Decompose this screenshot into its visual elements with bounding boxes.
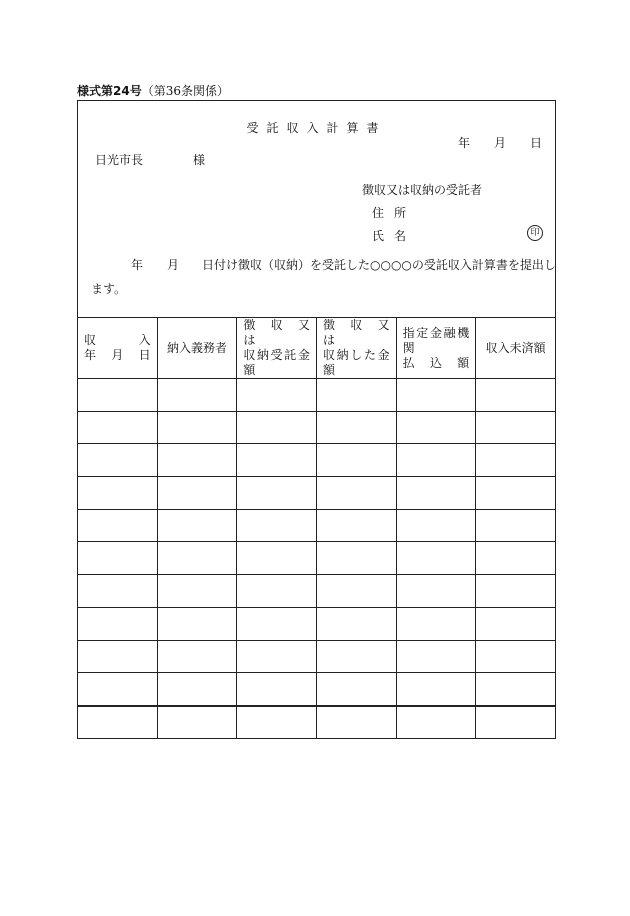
table-cell[interactable] <box>157 640 237 673</box>
table-cell[interactable] <box>157 477 237 510</box>
table-cell[interactable] <box>237 477 317 510</box>
receipt-table <box>77 317 556 739</box>
header-consigned-line2: 収納受託金額 <box>243 348 310 377</box>
table-cell[interactable] <box>237 575 317 608</box>
table-cell[interactable] <box>396 705 476 738</box>
header-uncollected-label: 収入未済額 <box>485 340 546 355</box>
table-cell[interactable] <box>78 705 158 738</box>
table-cell[interactable] <box>476 607 556 640</box>
name-char-2: 名 <box>394 229 407 243</box>
table-cell[interactable] <box>476 640 556 673</box>
table-row <box>78 640 556 673</box>
table-cell[interactable] <box>78 411 158 444</box>
table-row <box>78 477 556 510</box>
header-bank-payment <box>396 318 476 379</box>
table-cell[interactable] <box>78 379 158 412</box>
table-cell[interactable] <box>316 542 396 575</box>
table-cell[interactable] <box>476 705 556 738</box>
table-row <box>78 575 556 608</box>
table-cell[interactable] <box>316 411 396 444</box>
name-char-1: 氏 <box>372 229 385 243</box>
table-row <box>78 607 556 640</box>
table-cell[interactable] <box>396 379 476 412</box>
table-cell[interactable] <box>157 673 237 706</box>
table-cell[interactable] <box>237 411 317 444</box>
header-receipt-date-line1: 収 入 <box>84 333 151 347</box>
header-receipt-date <box>78 318 158 379</box>
header-collected-line2: 収納した金額 <box>322 348 390 377</box>
table-cell[interactable] <box>316 705 396 738</box>
table-cell[interactable] <box>396 673 476 706</box>
table-cell[interactable] <box>316 509 396 542</box>
header-payer <box>157 318 237 379</box>
table-row <box>78 379 556 412</box>
addressee <box>95 151 206 168</box>
table-cell[interactable] <box>396 542 476 575</box>
table-row <box>78 444 556 477</box>
table-cell[interactable] <box>476 477 556 510</box>
header-receipt-date-line2: 年 月 日 <box>84 348 151 362</box>
table-cell[interactable] <box>157 542 237 575</box>
document-title: 受託収入計算書 <box>246 121 387 135</box>
agent-address-label <box>372 204 407 221</box>
statement-month: 月 <box>167 258 180 272</box>
form-number: 様式第24号 <box>77 84 142 98</box>
table-cell[interactable] <box>237 640 317 673</box>
table-cell[interactable] <box>316 379 396 412</box>
address-char-1: 住 <box>372 206 385 220</box>
table-cell[interactable] <box>78 542 158 575</box>
form-number-label <box>77 82 229 99</box>
form-frame <box>77 100 556 707</box>
table-cell[interactable] <box>157 509 237 542</box>
header-payer-label: 納入義務者 <box>166 340 227 355</box>
table-cell[interactable] <box>476 575 556 608</box>
form-relation: （第36条関係） <box>141 84 229 98</box>
table-cell[interactable] <box>396 444 476 477</box>
table-cell[interactable] <box>237 673 317 706</box>
date-year-label: 年 <box>458 136 471 150</box>
table-cell[interactable] <box>316 575 396 608</box>
table-cell[interactable] <box>157 575 237 608</box>
table-cell[interactable] <box>78 444 158 477</box>
table-row <box>78 542 556 575</box>
date-day-label: 日 <box>530 136 543 150</box>
table-cell[interactable] <box>476 542 556 575</box>
table-cell[interactable] <box>78 477 158 510</box>
table-cell[interactable] <box>237 509 317 542</box>
header-collected-amount <box>316 318 402 379</box>
table-header-row <box>78 318 556 379</box>
table-body <box>78 379 556 739</box>
table-row <box>78 411 556 444</box>
table-cell[interactable] <box>476 673 556 706</box>
table-row <box>78 509 556 542</box>
table-cell[interactable] <box>316 477 396 510</box>
table-cell[interactable] <box>157 411 237 444</box>
header-uncollected <box>476 318 556 379</box>
table-cell[interactable] <box>78 640 158 673</box>
table-cell[interactable] <box>476 509 556 542</box>
statement-text: 日付け徴収（収納）を受託した○○○○の受託収入計算書を提出し <box>202 258 556 272</box>
table-cell[interactable] <box>396 575 476 608</box>
statement-year: 年 <box>131 258 144 272</box>
addressee-name: 日光市長 <box>95 153 144 167</box>
table-cell[interactable] <box>157 379 237 412</box>
addressee-honorific: 様 <box>193 153 206 167</box>
table-cell[interactable] <box>396 411 476 444</box>
table-cell[interactable] <box>396 509 476 542</box>
statement-line-2: ます。 <box>91 282 127 296</box>
table-cell[interactable] <box>157 444 237 477</box>
header-bank-line1: 指定金融機関 <box>402 325 470 355</box>
table-cell[interactable] <box>316 607 396 640</box>
table-cell[interactable] <box>237 444 317 477</box>
table-cell[interactable] <box>476 444 556 477</box>
table-cell[interactable] <box>237 607 317 640</box>
date-month-label: 月 <box>494 136 507 150</box>
table-cell[interactable] <box>237 705 317 738</box>
table-cell[interactable] <box>396 477 476 510</box>
table-cell[interactable] <box>237 379 317 412</box>
table-cell[interactable] <box>157 705 237 738</box>
header-consigned-line1: 徴 収 又 は <box>243 318 322 347</box>
agent-name-label <box>372 227 407 244</box>
table-cell[interactable] <box>237 542 317 575</box>
table-cell[interactable] <box>78 607 158 640</box>
table-cell[interactable] <box>476 411 556 444</box>
table-cell[interactable] <box>78 509 158 542</box>
table-cell[interactable] <box>78 575 158 608</box>
table-cell[interactable] <box>396 607 476 640</box>
table-cell[interactable] <box>316 673 396 706</box>
seal-mark: 印 <box>527 225 543 241</box>
header-bank-line2: 払 込 額 <box>402 355 470 370</box>
table-cell[interactable] <box>78 673 158 706</box>
table-cell[interactable] <box>396 640 476 673</box>
header-collected-line1: 徴 収 又 は <box>322 318 402 347</box>
agent-title: 徴収又は収納の受託者 <box>362 183 483 197</box>
table-cell[interactable] <box>316 444 396 477</box>
table-cell[interactable] <box>157 607 237 640</box>
table-row <box>78 705 556 738</box>
table-cell[interactable] <box>476 379 556 412</box>
header-consigned-amount <box>237 318 322 379</box>
table-row <box>78 673 556 706</box>
address-char-2: 所 <box>394 206 407 220</box>
table-cell[interactable] <box>316 640 396 673</box>
